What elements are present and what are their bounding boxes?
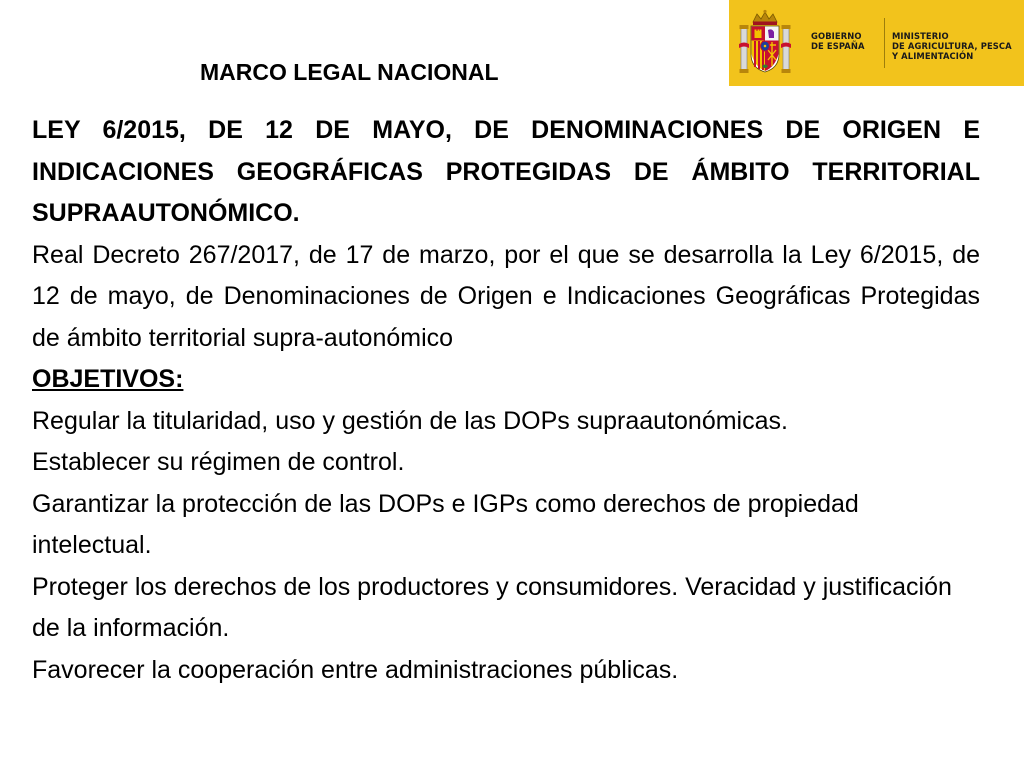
- ministry-name-line: Y ALIMENTACIÓN: [892, 51, 974, 61]
- objective-item: Regular la titularidad, uso y gestión de las DOPs supraautonómicas.: [32, 406, 788, 435]
- objective-item: Favorecer la cooperación entre administraciones públicas.: [32, 655, 679, 684]
- government-name-line: GOBIERNO: [811, 31, 862, 41]
- ministry-name-line: MINISTERIO: [892, 31, 949, 41]
- objective-item: Establecer su régimen de control.: [32, 448, 405, 476]
- slide-title: MARCO LEGAL NACIONAL: [200, 59, 499, 85]
- objectives-heading: OBJETIVOS:: [32, 365, 184, 393]
- slide-content: [32, 110, 980, 691]
- header-divider: [884, 18, 885, 68]
- government-name-line: DE ESPAÑA: [811, 41, 865, 51]
- law-title: LEY 6/2015, DE 12 DE MAYO, DE DENOMINACIONES DE ORIGEN E INDICACIONES GEOGRÁFICAS PROTEGIDAS DE ÁMBITO TERRITORIAL SUPRAAUTONÓMICO.: [32, 116, 980, 227]
- objective-item: Proteger los derechos de los productores y consumidores. Veracidad y justificación de la información.: [32, 572, 952, 642]
- government-name: [811, 31, 881, 51]
- objective-item: Garantizar la protección de las DOPs e IGPs como derechos de propiedad intelectual.: [32, 489, 859, 559]
- government-header-banner: [729, 0, 1024, 86]
- ministry-name: [892, 31, 1022, 61]
- ministry-name-line: DE AGRICULTURA, PESCA: [892, 41, 1012, 51]
- royal-decree-text: Real Decreto 267/2017, de 17 de marzo, por el que se desarrolla la Ley 6/2015, de 12 de mayo, de Denominaciones de Origen e Indicaciones Geográficas Protegidas de ámbito territorial supra-autonómico: [32, 240, 980, 352]
- coat-of-arms-icon: [739, 8, 791, 78]
